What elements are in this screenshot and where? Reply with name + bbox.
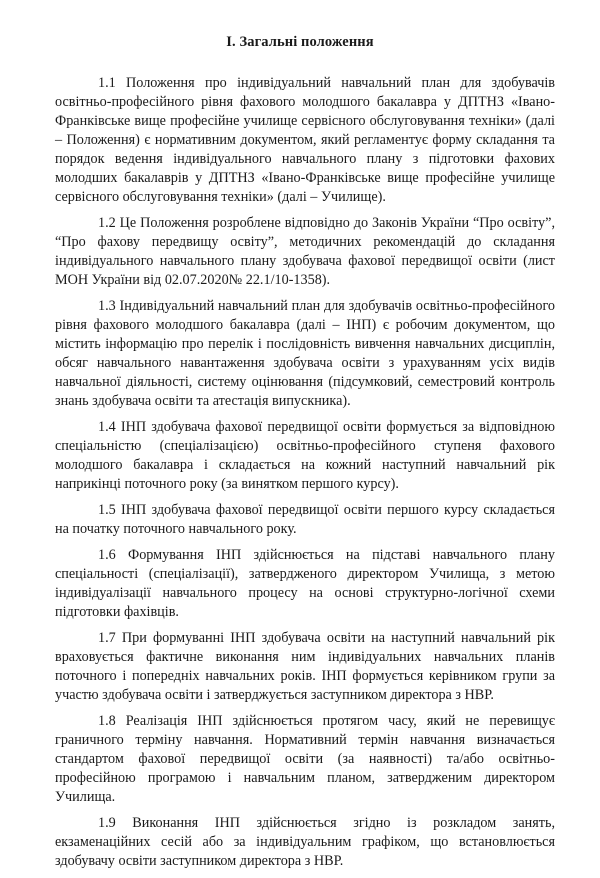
paragraph-1-2: 1.2 Це Положення розроблене відповідно до Законів України “Про освіту”, “Про фахову передвищу освіту”, методичних рекомендацій до складання індивідуального навчального плану здобувача фахової передвищої освіти (лист МОН України від 02.07.2020№ 22.1/10-1358).	[55, 215, 555, 288]
paragraph-1-3: 1.3 Індивідуальний навчальний план для здобувачів освітньо-професійного рівня фахового молодшого бакалавра (далі – ІНП) є робочим документом, що містить інформацію про перелік і послідовність вивчення навчальних дисциплін, обсяг навчального навантаження здобувача освіти з урахуванням усіх видів навчальної діяльності, систему оцінювання (підсумковий, семестровий контроль знань здобувача освіти та атестація випускника).	[55, 298, 555, 409]
paragraph-1-6: 1.6 Формування ІНП здійснюється на підставі навчального плану спеціальності (спеціалізації), затвердженого директором Училища, з метою індивідуалізації навчального процесу на основі структурно-логічної схеми підготовки фахівців.	[55, 547, 555, 620]
paragraph-1-5: 1.5 ІНП здобувача фахової передвищої освіти першого курсу складається на початку поточного навчального року.	[55, 502, 555, 537]
paragraph-1-1: 1.1 Положення про індивідуальний навчальний план для здобувачів освітньо-професійного рівня фахового молодшого бакалавра у ДПТНЗ «Івано-Франківське вище професійне училище сервісного обслуговування техніки» (далі – Положення) є нормативним документом, який регламентує форму складання та порядок ведення індивідуального навчального плану з підготовки фахових молодших бакалаврів у ДПТНЗ «Івано-Франківське вище професійне училище сервісного обслуговування техніки» (далі – Училище).	[55, 75, 555, 205]
paragraph-1-9: 1.9 Виконання ІНП здійснюється згідно із розкладом занять, екзаменаційних сесій або за індивідуальним графіком, що встановлюється здобувачу освіти заступником директора з НВР.	[55, 815, 555, 869]
paragraph-1-4: 1.4 ІНП здобувача фахової передвищої освіти формується за відповідною спеціальністю (спеціалізацією) освітньо-професійного ступеня фахового молодшого бакалавра і складається на кожний наступний навчальний рік наприкінці поточного року (за винятком першого курсу).	[55, 419, 555, 492]
document-body	[55, 74, 555, 878]
section-title: I. Загальні положення	[226, 34, 374, 50]
paragraph-1-7: 1.7 При формуванні ІНП здобувача освіти на наступний навчальний рік враховується фактичне виконання ним індивідуальних навчальних планів поточного і попередніх навчальних років. ІНП формується керівником групи за участю здобувача освіти і затверджується заступником директора з НВР.	[55, 630, 555, 703]
paragraph-1-8: 1.8 Реалізація ІНП здійснюється протягом часу, який не перевищує граничного терміну навчання. Нормативний термін навчання визначається стандартом фахової передвищої освіти (за наявності) та/або освітньо-професійною програмою і навчальним планом, затвердженим директором Училища.	[55, 713, 555, 805]
